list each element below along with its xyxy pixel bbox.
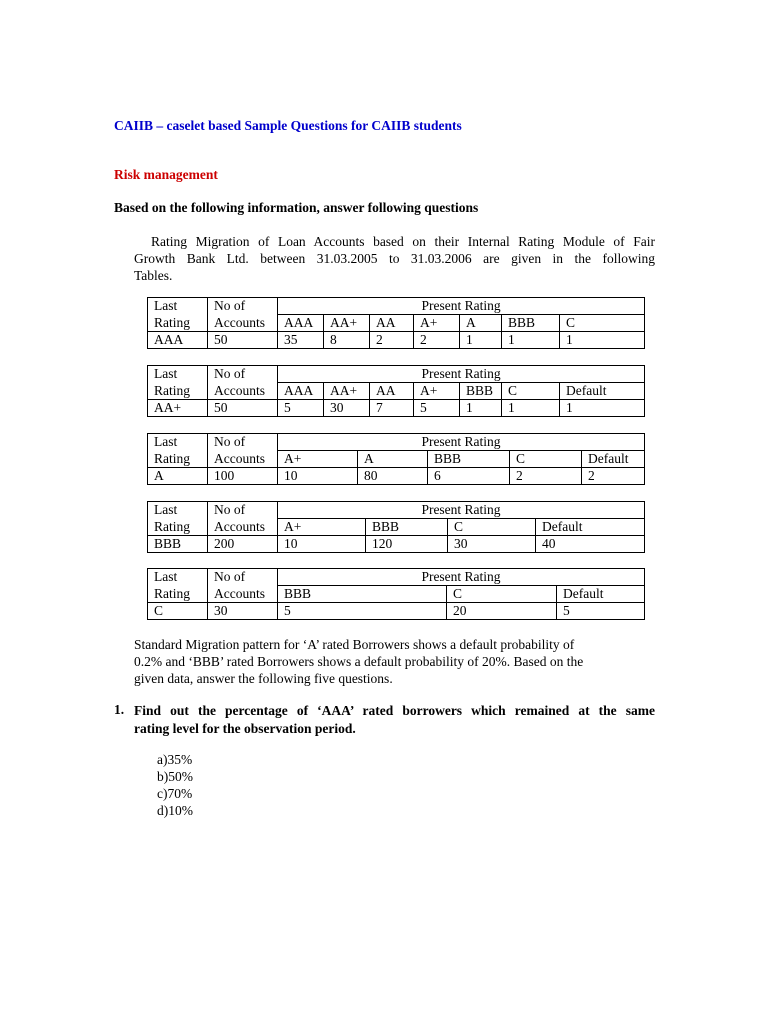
- question-number: 1.: [114, 702, 125, 717]
- present-rating-header: Present Rating: [278, 298, 645, 315]
- rating-column-header: A+: [278, 451, 358, 468]
- rating-column-header: C: [447, 586, 557, 603]
- no-of-header: No of: [208, 434, 278, 451]
- accounts-header: Accounts: [208, 315, 278, 332]
- value-cell: 20: [447, 603, 557, 620]
- intro-paragraph: [134, 233, 655, 284]
- accounts-header: Accounts: [208, 383, 278, 400]
- rating-table-aaa: [147, 297, 645, 349]
- last-rating-header: Last: [148, 502, 208, 519]
- rating-column-header: A: [460, 315, 502, 332]
- last-rating-cell: A: [148, 468, 208, 485]
- no-of-header: No of: [208, 569, 278, 586]
- question-line: rating level for the observation period.: [134, 721, 356, 736]
- value-cell: 40: [536, 536, 645, 553]
- value-cell: 5: [557, 603, 645, 620]
- option-b: b)50%: [157, 769, 193, 784]
- intro-line: Rating Migration of Loan Accounts based on their Internal Rating Module of Fair: [151, 234, 655, 249]
- rating-column-header: C: [502, 383, 560, 400]
- rating-column-header: AA: [370, 383, 414, 400]
- rating-column-header: Default: [560, 383, 645, 400]
- option-d: d)10%: [157, 803, 193, 818]
- question-text: [134, 702, 655, 738]
- value-cell: 120: [366, 536, 448, 553]
- rating-column-header: AAA: [278, 315, 324, 332]
- option-a: a)35%: [157, 752, 193, 767]
- value-cell: 10: [278, 468, 358, 485]
- last-rating-header: Rating: [148, 315, 208, 332]
- last-rating-cell: BBB: [148, 536, 208, 553]
- rating-column-header: C: [510, 451, 582, 468]
- last-rating-header: Last: [148, 434, 208, 451]
- note-line: Standard Migration pattern for ‘A’ rated Borrowers shows a default probability of: [134, 637, 575, 652]
- accounts-cell: 100: [208, 468, 278, 485]
- last-rating-cell: AAA: [148, 332, 208, 349]
- rating-column-header: AA+: [324, 383, 370, 400]
- accounts-cell: 30: [208, 603, 278, 620]
- rating-table-a: [147, 433, 645, 485]
- present-rating-header: Present Rating: [278, 366, 645, 383]
- rating-column-header: BBB: [278, 586, 447, 603]
- last-rating-cell: AA+: [148, 400, 208, 417]
- no-of-header: No of: [208, 366, 278, 383]
- rating-column-header: A+: [278, 519, 366, 536]
- value-cell: 2: [414, 332, 460, 349]
- last-rating-header: Last: [148, 569, 208, 586]
- value-cell: 35: [278, 332, 324, 349]
- rating-column-header: BBB: [428, 451, 510, 468]
- rating-column-header: C: [448, 519, 536, 536]
- rating-table-bbb: [147, 501, 645, 553]
- value-cell: 80: [358, 468, 428, 485]
- present-rating-header: Present Rating: [278, 569, 645, 586]
- present-rating-header: Present Rating: [278, 434, 645, 451]
- question-line: Find out the percentage of ‘AAA’ rated borrowers which remained at the same: [134, 703, 655, 718]
- rating-column-header: BBB: [502, 315, 560, 332]
- intro-line: Tables.: [134, 268, 173, 283]
- last-rating-cell: C: [148, 603, 208, 620]
- rating-column-header: AAA: [278, 383, 324, 400]
- value-cell: 1: [560, 400, 645, 417]
- value-cell: 2: [582, 468, 645, 485]
- value-cell: 5: [278, 603, 447, 620]
- value-cell: 2: [370, 332, 414, 349]
- value-cell: 1: [560, 332, 645, 349]
- accounts-header: Accounts: [208, 451, 278, 468]
- last-rating-header: Rating: [148, 451, 208, 468]
- accounts-cell: 50: [208, 332, 278, 349]
- last-rating-header: Rating: [148, 586, 208, 603]
- rating-column-header: Default: [582, 451, 645, 468]
- value-cell: 10: [278, 536, 366, 553]
- rating-column-header: A: [358, 451, 428, 468]
- accounts-header: Accounts: [208, 586, 278, 603]
- value-cell: 30: [324, 400, 370, 417]
- answer-options: [157, 751, 193, 819]
- intro-line: Growth Bank Ltd. between 31.03.2005 to 31.03.2006 are given in the following: [134, 251, 655, 266]
- note-line: given data, answer the following five questions.: [134, 671, 393, 686]
- last-rating-header: Rating: [148, 519, 208, 536]
- no-of-header: No of: [208, 502, 278, 519]
- rating-table-c: [147, 568, 645, 620]
- present-rating-header: Present Rating: [278, 502, 645, 519]
- rating-column-header: Default: [536, 519, 645, 536]
- value-cell: 30: [448, 536, 536, 553]
- accounts-cell: 50: [208, 400, 278, 417]
- value-cell: 6: [428, 468, 510, 485]
- value-cell: 8: [324, 332, 370, 349]
- no-of-header: No of: [208, 298, 278, 315]
- last-rating-header: Last: [148, 366, 208, 383]
- rating-column-header: A+: [414, 315, 460, 332]
- instruction-text: Based on the following information, answer following questions: [114, 200, 479, 215]
- rating-column-header: AA: [370, 315, 414, 332]
- rating-column-header: AA+: [324, 315, 370, 332]
- rating-column-header: BBB: [460, 383, 502, 400]
- note-line: 0.2% and ‘BBB’ rated Borrowers shows a default probability of 20%. Based on the: [134, 654, 584, 669]
- option-c: c)70%: [157, 786, 193, 801]
- document-title: CAIIB – caselet based Sample Questions for CAIIB students: [114, 118, 462, 133]
- value-cell: 7: [370, 400, 414, 417]
- rating-column-header: C: [560, 315, 645, 332]
- value-cell: 1: [460, 400, 502, 417]
- rating-table-aa-plus: [147, 365, 645, 417]
- last-rating-header: Last: [148, 298, 208, 315]
- value-cell: 1: [460, 332, 502, 349]
- rating-column-header: BBB: [366, 519, 448, 536]
- accounts-header: Accounts: [208, 519, 278, 536]
- value-cell: 5: [414, 400, 460, 417]
- rating-column-header: A+: [414, 383, 460, 400]
- migration-note: [134, 636, 644, 687]
- last-rating-header: Rating: [148, 383, 208, 400]
- rating-column-header: Default: [557, 586, 645, 603]
- value-cell: 1: [502, 400, 560, 417]
- value-cell: 5: [278, 400, 324, 417]
- accounts-cell: 200: [208, 536, 278, 553]
- section-heading: Risk management: [114, 167, 218, 182]
- value-cell: 2: [510, 468, 582, 485]
- value-cell: 1: [502, 332, 560, 349]
